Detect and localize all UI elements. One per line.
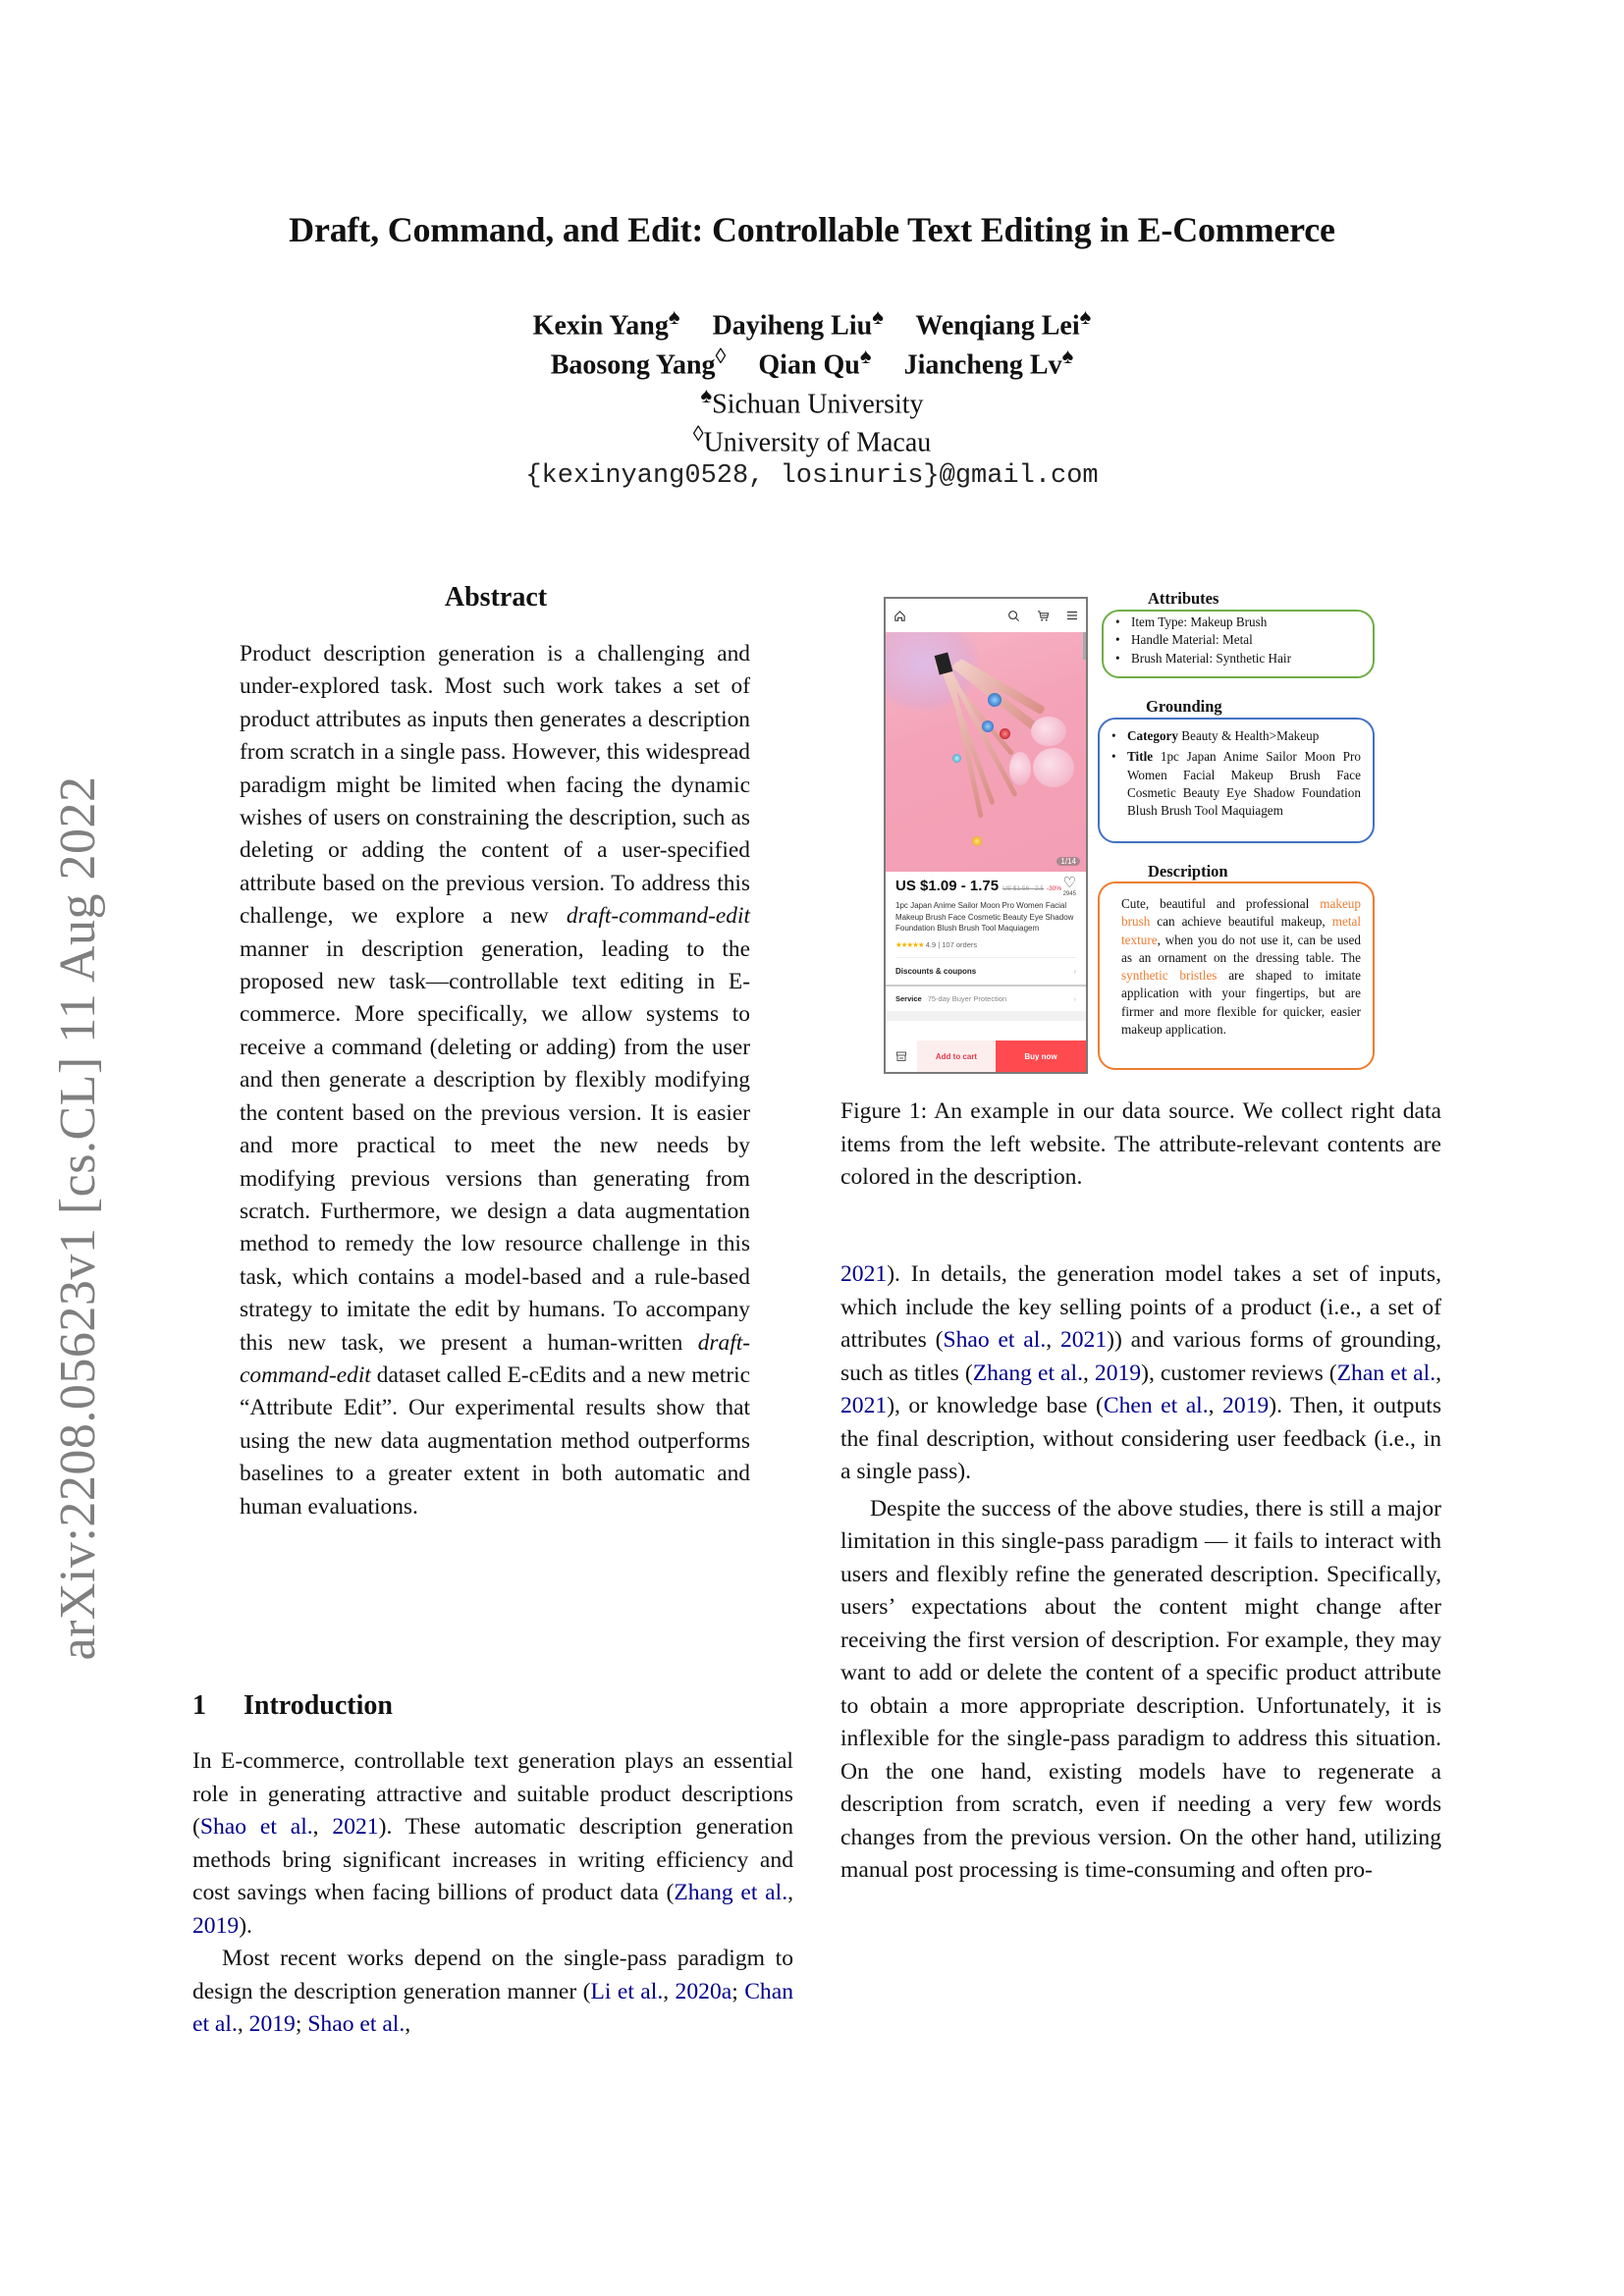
text: ). In details, the generation model takes a set of inputs, which include the key selling points of a product (i.e., a set of attributes (	[840, 1261, 1441, 1353]
description-text: are shaped to imitate application with your fingertips, but are firmer and more flexible for quicker, easier makeup application.	[1121, 968, 1361, 1038]
affiliation-name: Sichuan University	[712, 389, 924, 420]
paragraph: Despite the success of the above studies, there is still a major limitation in this single-pass paradigm — it fails to interact with users and flexibly refine the generated description. Specifically, users’ expectations about the content might change after receiving the first version of description. For example, they may want to add or delete the content of a specific product attribute to obtain a more appropriate description. Unfortunately, it is inflexible for the single-pass paradigm to address this situation. On the one hand, existing models have to regenerate a description from scratch, even if needing a very few words changes from the previous version. On the other hand, utilizing manual post processing is time-consuming and often pro-	[840, 1495, 1441, 1883]
citation-link[interactable]: Zhan et al.	[1336, 1360, 1436, 1386]
author-name: Wenqiang Lei	[915, 310, 1080, 342]
abstract-emphasis: draft-command-edit	[240, 1329, 750, 1388]
highlighted-attribute: makeup brush	[1121, 896, 1361, 930]
abstract-heading: Abstract	[444, 582, 548, 613]
discount-badge: -30%	[1047, 885, 1062, 892]
highlighted-attribute: synthetic bristles	[1121, 968, 1218, 984]
text: ,	[237, 2011, 249, 2037]
citation-link[interactable]: 2020a	[675, 1978, 732, 2004]
description-label: Description	[1148, 862, 1228, 881]
home-icon[interactable]	[892, 608, 907, 623]
text: ).	[239, 1912, 252, 1939]
abstract-body	[240, 638, 750, 1523]
author-email: {kexinyang0528, losinuris}@gmail.com	[525, 461, 1099, 491]
text: ,	[787, 1880, 793, 1905]
affiliation-mark: ♠	[1079, 304, 1092, 329]
highlighted-attribute: metal texture	[1121, 914, 1361, 947]
price: US $1.09 - 1.75	[895, 878, 1000, 894]
brush-gem	[952, 754, 961, 763]
grounding-box	[1098, 718, 1375, 843]
add-to-cart-button[interactable]: Add to cart	[917, 1041, 996, 1072]
citation-link[interactable]: 2021	[840, 1393, 888, 1418]
citation-link[interactable]: 2019	[248, 2011, 296, 2037]
scrollbar[interactable]	[1083, 632, 1086, 660]
wishlist-button[interactable]	[1063, 876, 1076, 897]
grounding-title	[1100, 748, 1361, 820]
citation-link[interactable]: 2021	[332, 1814, 379, 1840]
text: ). These automatic description generation methods bring significant increases in writing efficiency and cost savings when facing billions of product data (	[192, 1814, 794, 1905]
paragraph	[192, 1943, 793, 2042]
abstract-text: Product description generation is a challenging and under-explored task. Most such work takes a set of product attributes as inputs then generates a description from scratch in a single pass. However, this widespread paradigm might be limited when facing the dynamic wishes of users on constraining the description, such as deleting or adding the content of a user-specified attribute based on the previous version. To address this challenge, we explore a new	[240, 641, 751, 930]
text: )) and various forms of grounding, such as titles (	[840, 1327, 1442, 1386]
brush-gem	[988, 693, 1001, 707]
affiliation-2	[0, 421, 1624, 458]
product-info	[886, 872, 1086, 985]
citation-link[interactable]: Shao et al.	[307, 2011, 406, 2037]
attributes-label: Attributes	[1148, 589, 1219, 608]
service-value: 75-day Buyer Protection	[927, 993, 1007, 1003]
chevron-right-icon: ›	[1073, 993, 1076, 1003]
text: Most recent works depend on the single-pass paradigm to design the description generation manner (	[192, 1946, 793, 2004]
attribute-item: • Handle Material: Metal	[1104, 631, 1373, 649]
citation-link[interactable]: Li et al.	[590, 1978, 664, 2004]
description-text: can achieve beautiful makeup,	[1150, 914, 1332, 930]
buy-now-button[interactable]: Buy now	[996, 1041, 1086, 1072]
product-image[interactable]	[886, 632, 1086, 872]
citation-link[interactable]: Zhang et al.	[972, 1360, 1083, 1386]
section-heading-introduction	[192, 1690, 393, 1722]
text: ;	[731, 1978, 745, 2004]
grounding-label: Grounding	[1146, 697, 1222, 716]
authors-line-1	[0, 304, 1624, 342]
text: ), customer reviews (	[1141, 1360, 1337, 1386]
service-label: Service	[895, 993, 922, 1003]
paper-title: Draft, Command, and Edit: Controllable Text Editing in E-Commerce	[289, 210, 1335, 249]
introduction-right-column	[840, 1258, 1441, 1888]
purchase-bar	[886, 1041, 1086, 1072]
citation-link[interactable]: Shao et al.	[199, 1814, 313, 1840]
section-title: Introduction	[244, 1690, 393, 1721]
brush-head	[1033, 748, 1074, 787]
introduction-left-column	[192, 1745, 793, 2042]
heart-icon: ♡	[1062, 875, 1076, 891]
brush-gem	[972, 836, 982, 846]
product-title: 1pc Japan Anime Sailor Moon Pro Women Facial Makeup Brush Face Cosmetic Beauty Eye Shadow Foundation Blush Brush Tool Maquiagem	[895, 901, 1074, 933]
text: ,	[1208, 1393, 1223, 1418]
rating-text: 4.9 | 107 orders	[925, 939, 978, 949]
grounding-value: 1pc Japan Anime Sailor Moon Pro Women Facial Makeup Brush Face Cosmetic Beauty Eye Shadow Foundation Blush Brush Tool Maquiagem	[1127, 749, 1361, 819]
affiliation-mark: ♠	[700, 383, 713, 407]
author-name: Kexin Yang	[532, 310, 669, 342]
description-box	[1098, 881, 1375, 1070]
phone-top-bar	[886, 599, 1086, 632]
attribute-item: • Brush Material: Synthetic Hair	[1104, 650, 1373, 667]
text: ,	[405, 2011, 411, 2037]
grounding-key: Title	[1127, 749, 1154, 765]
divider	[886, 1011, 1086, 1021]
citation-link[interactable]: Chen et al.	[1103, 1393, 1209, 1418]
text: ,	[1082, 1360, 1095, 1386]
grounding-key: Category	[1127, 728, 1178, 743]
citation-link[interactable]: Shao et al.	[943, 1327, 1047, 1353]
text: ,	[1046, 1327, 1060, 1353]
section-number: 1	[192, 1690, 206, 1721]
affiliation-mark: ♠	[859, 344, 872, 368]
citation-link[interactable]: 2019	[1222, 1393, 1270, 1418]
old-price: US $1.56 - 2.5	[1002, 885, 1044, 892]
price-row	[895, 875, 1076, 894]
figure-phone-screenshot	[884, 597, 1088, 1074]
text: In E-commerce, controllable text generation plays an essential role in generating attractive and suitable product descriptions (	[192, 1748, 793, 1840]
text: ,	[312, 1814, 333, 1840]
chevron-right-icon: ›	[1073, 966, 1076, 976]
citation-link[interactable]: 2019	[192, 1912, 240, 1939]
discounts-coupons-row[interactable]	[895, 957, 1076, 985]
abstract-text: dataset called E-cEdits and a new metric “Attribute Edit”. Our experimental results show that using the new data augmentation method outperforms baselines to a greater extent in both automatic and human evaluations.	[240, 1362, 750, 1520]
service-row[interactable]	[886, 985, 1086, 1011]
menu-icon[interactable]	[1064, 608, 1080, 623]
star-rating-icon: ★★★★★	[895, 939, 924, 949]
wishlist-count: 2945	[1062, 891, 1076, 897]
arxiv-stamp: arXiv:2208.05623v1 [cs.CL] 11 Aug 2022	[50, 775, 106, 1661]
affiliation-name: University of Macau	[703, 427, 932, 458]
brush-gem	[1000, 728, 1010, 739]
affiliation-mark: ♠	[668, 304, 680, 329]
author-name: Baosong Yang	[550, 349, 716, 381]
cart-icon[interactable]	[1035, 608, 1051, 623]
affiliation-1	[0, 383, 1624, 420]
author-name: Qian Qu	[758, 349, 860, 381]
citation-link[interactable]: Zhang et al.	[674, 1880, 788, 1905]
attribute-item: • Item Type: Makeup Brush	[1104, 614, 1373, 631]
search-icon[interactable]	[1005, 608, 1021, 623]
figure-caption: Figure 1: An example in our data source. We collect right data items from the left website. The attribute-relevant contents are colored in the description.	[840, 1098, 1441, 1190]
abstract-text: manner in description generation, leading to the proposed new task—controllable text editing in E-commerce. More specifically, we allow systems to receive a command (deleting or adding) from the user and then generate a description by flexibly modifying the content based on the previous version. It is easier and more practical to meet the new needs by modifying previous versions than generating from scratch. Furthermore, we design a data augmentation method to remedy the low resource challenge in this task, which contains a model-based and a rule-based strategy to imitate the edit by humans. To accompany this new task, we present a human-written	[240, 935, 750, 1356]
author-name: Dayiheng Liu	[712, 310, 873, 342]
abstract-emphasis: draft-command-edit	[566, 903, 750, 930]
citation-link[interactable]: 2019	[1094, 1360, 1142, 1386]
description-text: , when you do not use it, can be used as an ornament on the dressing table. The	[1121, 932, 1361, 965]
store-icon[interactable]	[886, 1041, 917, 1072]
image-counter: 1/14	[1056, 857, 1080, 866]
discounts-label: Discounts & coupons	[895, 966, 977, 976]
rating-row	[895, 940, 1076, 949]
text: ;	[295, 2011, 308, 2037]
affiliation-mark: ♠	[1061, 344, 1074, 368]
paragraph	[192, 1745, 793, 1943]
text: ). Then, it outputs the final description, without considering user feedback (i.e., in a single pass).	[840, 1393, 1441, 1484]
attributes-box	[1102, 610, 1375, 678]
affiliation-mark: ♠	[872, 304, 884, 329]
brush-gem	[982, 721, 994, 732]
author-name: Jiancheng Lv	[903, 349, 1062, 381]
citation-link[interactable]: 2021	[1059, 1327, 1108, 1353]
citation-link[interactable]: 2021	[840, 1261, 888, 1287]
authors-line-2	[0, 344, 1624, 381]
text: ), or knowledge base (	[887, 1393, 1104, 1418]
grounding-category	[1100, 727, 1361, 745]
text: ,	[1435, 1360, 1442, 1386]
affiliation-mark: ◊	[692, 421, 704, 446]
grounding-value: Beauty & Health>Makeup	[1178, 728, 1320, 743]
text: ,	[663, 1978, 676, 2004]
affiliation-mark: ◊	[715, 344, 727, 368]
description-text: Cute, beautiful and professional	[1121, 896, 1321, 911]
brush-head	[1031, 717, 1066, 746]
paragraph	[840, 1258, 1441, 1489]
citation-link[interactable]: Chan et al.	[192, 1978, 793, 2037]
brush-head	[1009, 752, 1031, 785]
